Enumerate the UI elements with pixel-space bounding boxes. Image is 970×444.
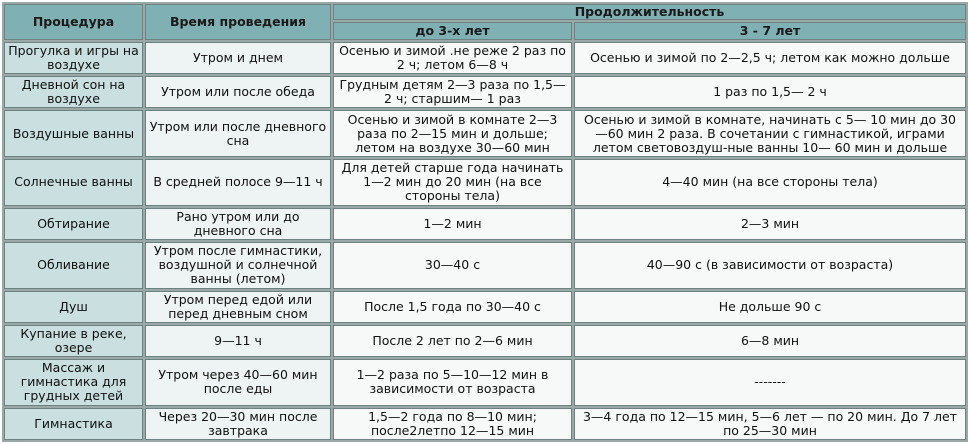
table-row: [4, 110, 966, 157]
age3to7-cell: Осенью и зимой в комнате, начинать с 5— 10 мин до 30—60 мин 2 раза. В сочетании с гимнастикой, играми летом световоздуш-ные ванны 10— 60 мин и дольше: [574, 110, 966, 157]
procedure-cell: Гимнастика: [4, 408, 143, 440]
time-cell: В средней полосе 9—11 ч: [145, 159, 331, 206]
age3to7-cell: 40—90 с (в зависимости от возраста): [574, 242, 966, 289]
age3to7-cell: 1 раз по 1,5— 2 ч: [574, 76, 966, 108]
age3to7-cell: 4—40 мин (на все стороны тела): [574, 159, 966, 206]
table-row: [4, 42, 966, 74]
time-cell: Через 20—30 мин после завтрака: [145, 408, 331, 440]
time-cell: Рано утром или до дневного сна: [145, 208, 331, 240]
age3to7-cell: 3—4 года по 12—15 мин, 5—6 лет — по 20 мин. До 7 лет по 25—30 мин: [574, 408, 966, 440]
procedure-cell: Дневной сон на воздухе: [4, 76, 143, 108]
under3-cell: Для детей старше года начинать 1—2 мин до 20 мин (на все стороны тела): [333, 159, 572, 206]
table-row: [4, 242, 966, 289]
procedure-cell: Прогулка и игры на воздухе: [4, 42, 143, 74]
header-time: Время проведения: [145, 4, 331, 40]
under3-cell: 30—40 с: [333, 242, 572, 289]
age3to7-cell: Не дольше 90 с: [574, 291, 966, 323]
procedure-cell: Солнечные ванны: [4, 159, 143, 206]
table-row: [4, 159, 966, 206]
time-cell: Утром или после обеда: [145, 76, 331, 108]
age3to7-cell: 6—8 мин: [574, 325, 966, 357]
under3-cell: После 1,5 года по 30—40 с: [333, 291, 572, 323]
under3-cell: Грудным детям 2—3 раза по 1,5—2 ч; старшим— 1 раз: [333, 76, 572, 108]
table-row: [4, 325, 966, 357]
procedure-cell: Обливание: [4, 242, 143, 289]
table-body: [4, 42, 966, 440]
age3to7-cell: 2—3 мин: [574, 208, 966, 240]
under3-cell: Осенью и зимой .не реже 2 раз по 2 ч; летом 6—8 ч: [333, 42, 572, 74]
time-cell: Утром или после дневного сна: [145, 110, 331, 157]
under3-cell: 1—2 раза по 5—10—12 мин в зависимости от возраста: [333, 359, 572, 406]
procedure-cell: Массаж и гимнастика для грудных детей: [4, 359, 143, 406]
table-row: [4, 359, 966, 406]
table-row: [4, 208, 966, 240]
under3-cell: 1,5—2 года по 8—10 мин; после2летпо 12—15 мин: [333, 408, 572, 440]
header-age-3to7: 3 - 7 лет: [574, 22, 966, 40]
under3-cell: 1—2 мин: [333, 208, 572, 240]
procedure-cell: Купание в реке, озере: [4, 325, 143, 357]
under3-cell: После 2 лет по 2—6 мин: [333, 325, 572, 357]
table-row: [4, 408, 966, 440]
time-cell: Утром через 40—60 мин после еды: [145, 359, 331, 406]
header-age-under3: до 3-х лет: [333, 22, 572, 40]
time-cell: Утром и днем: [145, 42, 331, 74]
table-row: [4, 291, 966, 323]
header-procedure: Процедура: [4, 4, 143, 40]
table-row: [4, 76, 966, 108]
header-duration: Продолжительность: [333, 4, 966, 20]
procedure-cell: Обтирание: [4, 208, 143, 240]
time-cell: 9—11 ч: [145, 325, 331, 357]
age3to7-cell: Осенью и зимой по 2—2,5 ч; летом как можно дольше: [574, 42, 966, 74]
under3-cell: Осенью и зимой в комнате 2—3 раза по 2—15 мин и дольше; летом на воздухе 30—60 мин: [333, 110, 572, 157]
procedure-cell: Воздушные ванны: [4, 110, 143, 157]
time-cell: Утром перед едой или перед дневным сном: [145, 291, 331, 323]
schedule-table: [2, 2, 968, 442]
age3to7-cell: -------: [574, 359, 966, 406]
procedure-cell: Душ: [4, 291, 143, 323]
time-cell: Утром после гимнастики, воздушной и солнечной ванны (летом): [145, 242, 331, 289]
